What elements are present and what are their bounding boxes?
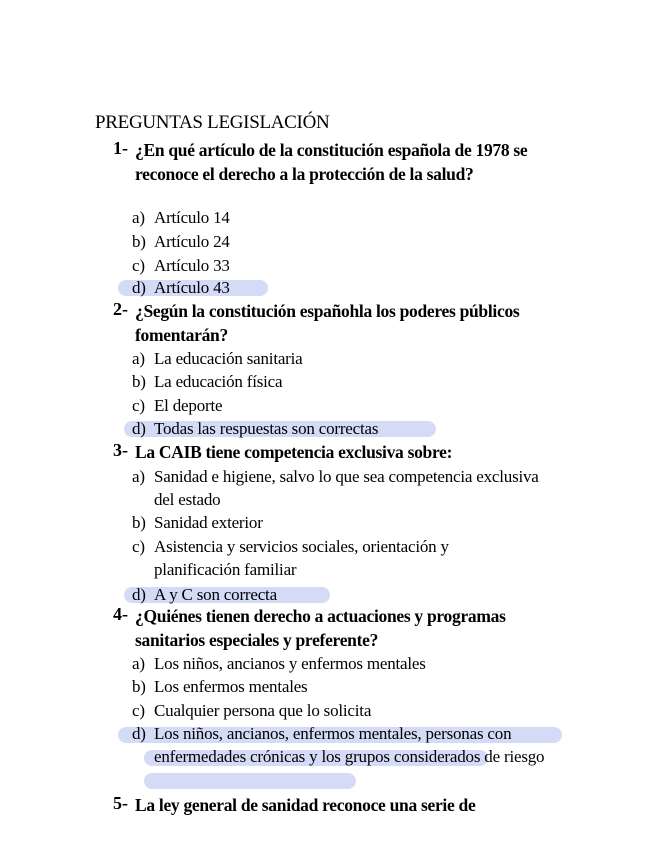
option-letter: c) bbox=[132, 396, 145, 415]
question-text: ¿Quiénes tienen derecho a actuaciones y programas sanitarios especiales y preferente? bbox=[135, 606, 506, 650]
option-letter: d) bbox=[132, 278, 146, 297]
question-number: 5- bbox=[113, 793, 128, 813]
option-text: Artículo 43 bbox=[154, 278, 230, 297]
option-text: Asistencia y servicios sociales, orientación y planificación familiar bbox=[154, 537, 449, 579]
option-letter: d) bbox=[132, 724, 146, 743]
option-letter: c) bbox=[132, 701, 145, 720]
question-text: La ley general de sanidad reconoce una serie de bbox=[135, 795, 476, 815]
option-text: Sanidad e higiene, salvo lo que sea competencia exclusiva del estado bbox=[154, 467, 539, 509]
answer-highlight bbox=[144, 773, 356, 789]
option-text: La educación sanitaria bbox=[154, 349, 303, 368]
option-text: Artículo 14 bbox=[154, 208, 230, 227]
option-text: Artículo 33 bbox=[154, 256, 230, 275]
option-text: Sanidad exterior bbox=[154, 513, 263, 532]
option-text: Cualquier persona que lo solicita bbox=[154, 701, 372, 720]
question-number: 4- bbox=[113, 604, 128, 624]
option-text: Los enfermos mentales bbox=[154, 677, 308, 696]
option-letter: a) bbox=[132, 208, 145, 227]
option-letter: a) bbox=[132, 349, 145, 368]
option-text: Los niños, ancianos y enfermos mentales bbox=[154, 654, 426, 673]
option-letter: c) bbox=[132, 256, 145, 275]
option-text: Todas las respuestas son correctas bbox=[154, 419, 379, 438]
option-text: La educación física bbox=[154, 372, 283, 391]
option-letter: d) bbox=[132, 585, 146, 604]
option-letter: b) bbox=[132, 232, 146, 251]
question-text: La CAIB tiene competencia exclusiva sobre: bbox=[135, 442, 453, 462]
question-text: ¿Según la constitución españohla los poderes públicos fomentarán? bbox=[135, 301, 520, 345]
option-letter: d) bbox=[132, 419, 146, 438]
option-letter: c) bbox=[132, 537, 145, 556]
option-letter: a) bbox=[132, 467, 145, 486]
option-letter: b) bbox=[132, 372, 146, 391]
option-letter: b) bbox=[132, 677, 146, 696]
question-text: ¿En qué artículo de la constitución española de 1978 se reconoce el derecho a la protección de la salud? bbox=[135, 140, 528, 184]
option-text: A y C son correcta bbox=[154, 585, 277, 604]
question-number: 1- bbox=[113, 138, 128, 158]
option-text: Artículo 24 bbox=[154, 232, 230, 251]
option-text: El deporte bbox=[154, 396, 223, 415]
page-title: PREGUNTAS LEGISLACIÓN bbox=[95, 112, 330, 133]
question-number: 3- bbox=[113, 440, 128, 460]
option-letter: b) bbox=[132, 513, 146, 532]
question-number: 2- bbox=[113, 299, 128, 319]
option-letter: a) bbox=[132, 654, 145, 673]
option-text: Los niños, ancianos, enfermos mentales, personas con enfermedades crónicas y los grupos considerados de riesgo bbox=[154, 724, 545, 766]
